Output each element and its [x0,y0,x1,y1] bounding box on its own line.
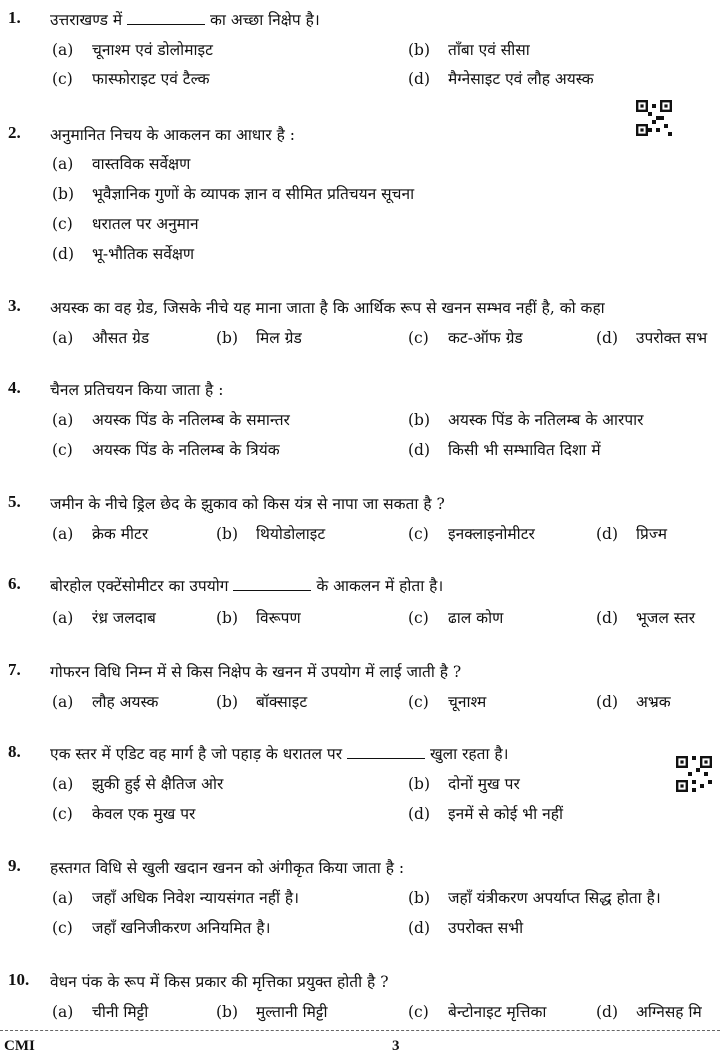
option-6a[interactable]: (a) रंध्र जलदाब [52,609,156,627]
option-9b[interactable]: (b) जहाँ यंत्रीकरण अपर्याप्त सिद्ध होता है। [408,889,661,907]
option-4c[interactable]: (c) अयस्क पिंड के नतिलम्ब के त्रियंक [52,441,280,459]
option-4d[interactable]: (d) किसी भी सम्भावित दिशा में [408,441,601,459]
option-6b[interactable]: (b) विरूपण [216,609,301,627]
option-3c[interactable]: (c) कट-ऑफ ग्रेड [408,329,523,347]
option-8d[interactable]: (d) इनमें से कोई भी नहीं [408,805,563,823]
question-text: जमीन के नीचे ड्रिल छेद के झुकाव को किस यंत्र से नापा जा सकता है ? [50,495,445,513]
question-text: एक स्तर में एडिट वह मार्ग है जो पहाड़ के धरातल पर खुला रहता है। [50,745,509,763]
option-3b[interactable]: (b) मिल ग्रेड [216,329,302,347]
option-1a[interactable]: (a) चूनाश्म एवं डोलोमाइट [52,41,213,59]
question-text: अनुमानित निचय के आकलन का आधार है : [50,126,295,144]
option-7c[interactable]: (c) चूनाश्म [408,693,487,711]
question-text: अयस्क का वह ग्रेड, जिसके नीचे यह माना जाता है कि आर्थिक रूप से खनन सम्भव नहीं है, को कहा [50,299,605,317]
option-8c[interactable]: (c) केवल एक मुख पर [52,805,196,823]
fill-blank [233,576,311,591]
option-7a[interactable]: (a) लौह अयस्क [52,693,159,711]
option-5b[interactable]: (b) थियोडोलाइट [216,525,326,543]
fill-blank [127,10,205,25]
option-2c[interactable]: (c) धरातल पर अनुमान [52,215,199,233]
question-text: हस्तगत विधि से खुली खदान खनन को अंगीकृत किया जाता है : [50,859,405,877]
question-number: 7. [8,660,21,679]
option-10c[interactable]: (c) बेन्टोनाइट मृत्तिका [408,1003,547,1021]
question-number: 8. [8,742,21,761]
footer-divider [0,1030,720,1031]
option-7b[interactable]: (b) बॉक्साइट [216,693,308,711]
option-2d[interactable]: (d) भू-भौतिक सर्वेक्षण [52,245,195,263]
question-text: बोरहोल एक्टेंसोमीटर का उपयोग के आकलन में होता है। [50,577,444,595]
option-1c[interactable]: (c) फास्फोराइट एवं टैल्क [52,70,210,88]
question-number: 2. [8,123,21,142]
question-text: गोफरन विधि निम्न में से किस निक्षेप के खनन में उपयोग में लाई जाती है ? [50,663,462,681]
option-4a[interactable]: (a) अयस्क पिंड के नतिलम्ब के समान्तर [52,411,290,429]
option-4b[interactable]: (b) अयस्क पिंड के नतिलम्ब के आरपार [408,411,644,429]
question-number: 3. [8,296,21,315]
page-number: 3 [392,1038,400,1054]
qr-code-icon [676,756,712,792]
qr-code-icon [636,100,672,136]
option-1b[interactable]: (b) ताँबा एवं सीसा [408,41,530,59]
option-10d[interactable]: (d) अग्निसह मि [596,1003,702,1021]
option-6d[interactable]: (d) भूजल स्तर [596,609,696,627]
fill-blank [347,744,425,759]
option-8b[interactable]: (b) दोनों मुख पर [408,775,520,793]
option-5a[interactable]: (a) क्रेक मीटर [52,525,149,543]
option-9a[interactable]: (a) जहाँ अधिक निवेश न्यायसंगत नहीं है। [52,889,300,907]
option-10a[interactable]: (a) चीनी मिट्टी [52,1003,149,1021]
option-1d[interactable]: (d) मैग्नेसाइट एवं लौह अयस्क [408,70,594,88]
paper-code: CMI [4,1038,35,1054]
option-6c[interactable]: (c) ढाल कोण [408,609,504,627]
question-number: 9. [8,856,21,875]
question-number: 4. [8,378,21,397]
option-5d[interactable]: (d) प्रिज्म [596,525,667,543]
option-3a[interactable]: (a) औसत ग्रेड [52,329,150,347]
option-9c[interactable]: (c) जहाँ खनिजीकरण अनियमित है। [52,919,271,937]
option-7d[interactable]: (d) अभ्रक [596,693,671,711]
question-number: 6. [8,574,21,593]
question-number: 10. [8,970,30,989]
question-text: चैनल प्रतिचयन किया जाता है : [50,381,224,399]
option-9d[interactable]: (d) उपरोक्त सभी [408,919,524,937]
option-8a[interactable]: (a) झुकी हुई से क्षैतिज ओर [52,775,224,793]
option-3d[interactable]: (d) उपरोक्त सभ [596,329,708,347]
option-10b[interactable]: (b) मुल्तानी मिट्टी [216,1003,328,1021]
option-2b[interactable]: (b) भूवैज्ञानिक गुणों के व्यापक ज्ञान व सीमित प्रतिचयन सूचना [52,185,415,203]
question-text: वेधन पंक के रूप में किस प्रकार की मृत्तिका प्रयुक्त होती है ? [50,973,389,991]
option-2a[interactable]: (a) वास्तविक सर्वेक्षण [52,155,191,173]
question-number: 1. [8,8,21,27]
question-text: उत्तराखण्ड में का अच्छा निक्षेप है। [50,11,320,29]
question-number: 5. [8,492,21,511]
option-5c[interactable]: (c) इनक्लाइनोमीटर [408,525,535,543]
